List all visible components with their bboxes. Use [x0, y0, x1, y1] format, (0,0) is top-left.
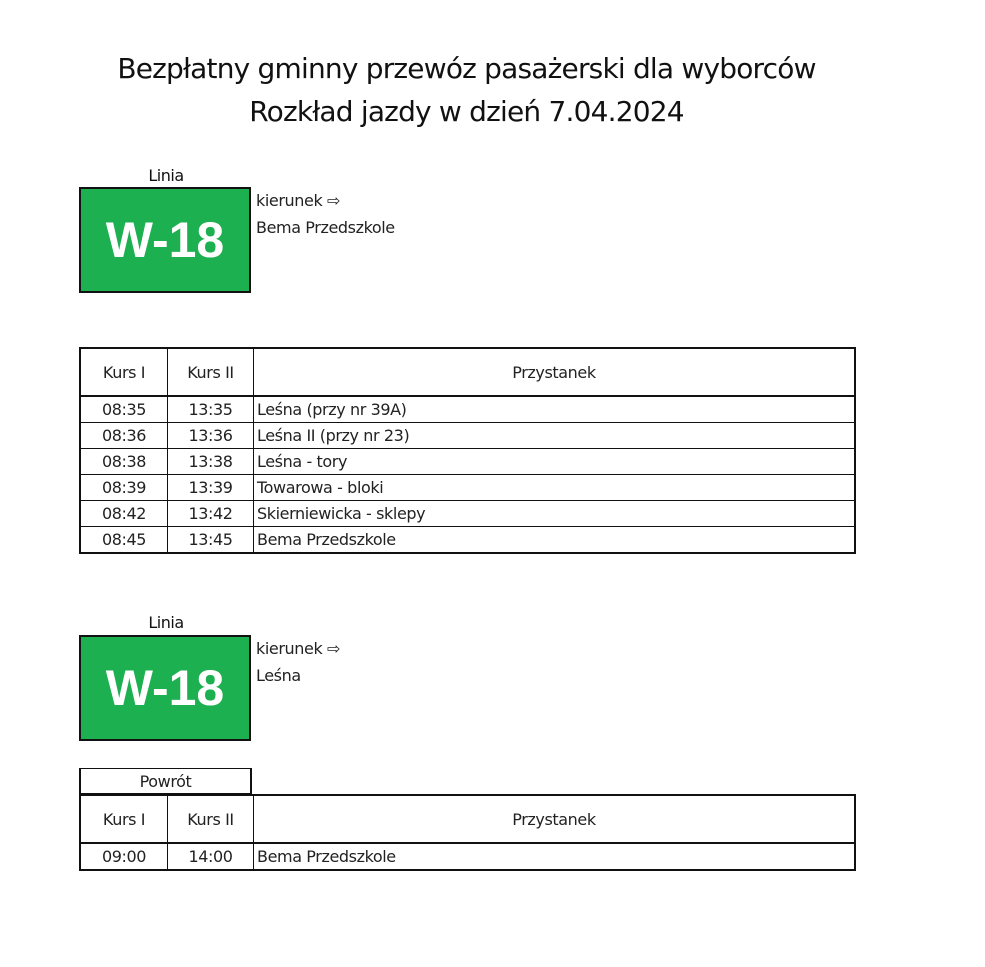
table-row — [80, 423, 855, 449]
cell-kurs2: 13:35 — [168, 396, 254, 423]
table-row — [80, 449, 855, 475]
cell-kurs1: 08:35 — [80, 396, 168, 423]
page-title-line2: Rozkład jazdy w dzień 7.04.2024 — [249, 95, 684, 128]
cell-stop: Bema Przedszkole — [254, 527, 856, 554]
cell-kurs2: 13:38 — [168, 449, 254, 475]
direction-block — [256, 187, 395, 241]
cell-stop: Bema Przedszkole — [254, 843, 856, 870]
timetable-return — [79, 794, 856, 871]
table-row — [80, 843, 855, 870]
linia-label: Linia — [148, 166, 184, 185]
line-badge: W-18 — [79, 635, 251, 741]
direction-label: kierunek ⇨ — [256, 191, 341, 210]
cell-kurs2: 13:36 — [168, 423, 254, 449]
column-header-kurs2: Kurs II — [168, 795, 254, 843]
table-row — [80, 396, 855, 423]
cell-kurs1: 08:39 — [80, 475, 168, 501]
direction-destination: Bema Przedszkole — [256, 218, 395, 237]
column-header-kurs1: Kurs I — [80, 795, 168, 843]
direction-block — [256, 635, 340, 689]
cell-kurs1: 08:36 — [80, 423, 168, 449]
cell-kurs1: 09:00 — [80, 843, 168, 870]
cell-kurs2: 13:45 — [168, 527, 254, 554]
cell-kurs1: 08:38 — [80, 449, 168, 475]
column-header-stop: Przystanek — [254, 795, 856, 843]
cell-stop: Leśna II (przy nr 23) — [254, 423, 856, 449]
cell-stop: Leśna (przy nr 39A) — [254, 396, 856, 423]
return-label: Powrót — [79, 768, 252, 794]
direction-destination: Leśna — [256, 666, 301, 685]
table-row — [80, 527, 855, 554]
linia-label: Linia — [148, 613, 184, 632]
page-title-line1: Bezpłatny gminny przewóz pasażerski dla wyborców — [117, 52, 816, 85]
column-header-stop: Przystanek — [254, 348, 856, 396]
timetable-outbound — [79, 347, 856, 554]
column-header-kurs1: Kurs I — [80, 348, 168, 396]
cell-stop: Towarowa - bloki — [254, 475, 856, 501]
cell-kurs1: 08:42 — [80, 501, 168, 527]
cell-stop: Skierniewicka - sklepy — [254, 501, 856, 527]
table-row — [80, 475, 855, 501]
cell-kurs2: 13:39 — [168, 475, 254, 501]
line-badge: W-18 — [79, 187, 251, 293]
table-header-row — [80, 348, 855, 396]
cell-stop: Leśna - tory — [254, 449, 856, 475]
cell-kurs2: 14:00 — [168, 843, 254, 870]
column-header-kurs2: Kurs II — [168, 348, 254, 396]
cell-kurs1: 08:45 — [80, 527, 168, 554]
direction-label: kierunek ⇨ — [256, 639, 341, 658]
table-header-row — [80, 795, 855, 843]
table-row — [80, 501, 855, 527]
cell-kurs2: 13:42 — [168, 501, 254, 527]
